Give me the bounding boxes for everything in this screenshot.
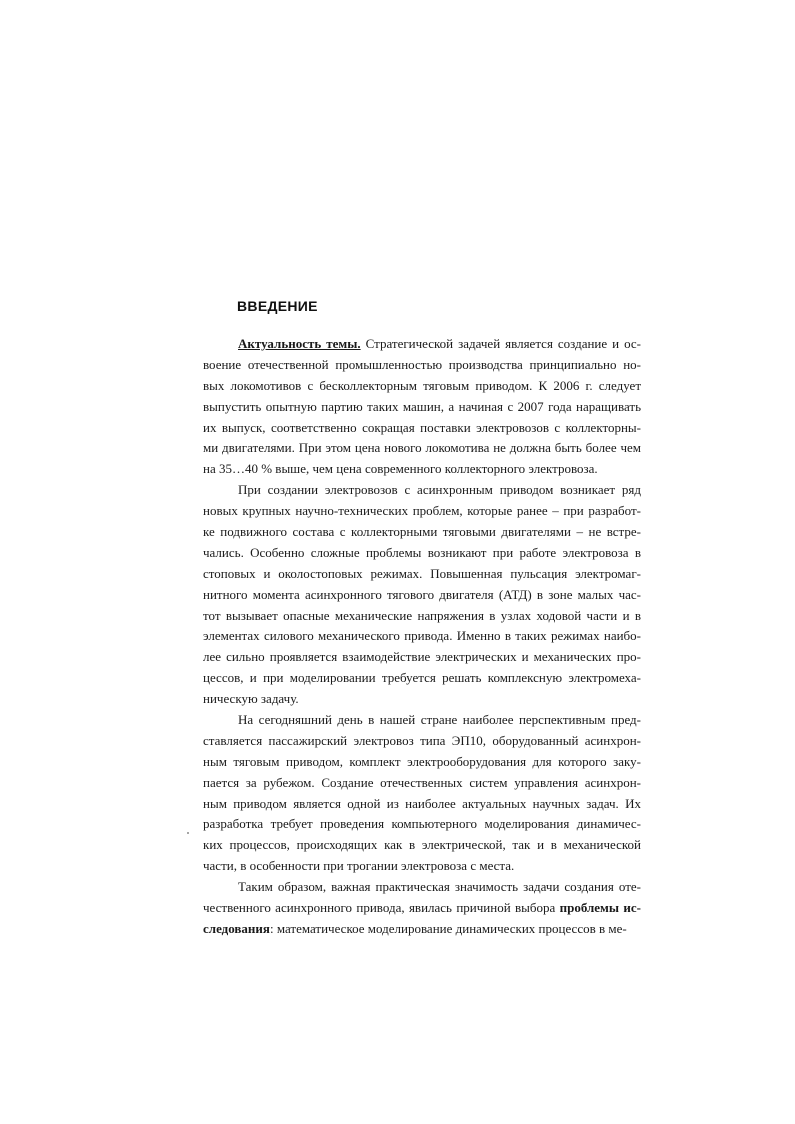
line-text: На сегодняшний день в нашей стране наиболее перспективным пред- (238, 712, 641, 728)
line-text: Стратегической задачей является создание и ос- (360, 336, 641, 351)
text-line (203, 689, 641, 710)
line-text: цессов, и при моделировании требуется решать комплексную электромеха- (203, 670, 641, 686)
line-text: стоповых и околостоповых режимах. Повышенная пульсация электромаг- (203, 565, 641, 581)
text-line (203, 898, 641, 919)
line-text: воение отечественной промышленностью производства принципиально но- (203, 356, 641, 372)
line-text: тот вызывает опасные механические напряжения в узлах ходовой части и в (203, 607, 641, 623)
text-line (203, 355, 641, 376)
line-text: вых локомотивов с бесколлекторным тяговым приводом. К 2006 г. следует (203, 377, 641, 393)
text-line (203, 418, 641, 439)
text-line (203, 376, 641, 397)
line-text: чались. Особенно сложные проблемы возникают при работе электровоза в (203, 544, 641, 560)
topic-relevance-label: Актуальность темы. (238, 336, 361, 351)
text-line (203, 835, 641, 856)
text-line (203, 522, 641, 543)
text-line (203, 397, 641, 418)
text-line (203, 585, 641, 606)
text-line (203, 480, 641, 501)
line-text: на 35…40 % выше, чем цена современного коллекторного электровоза. (203, 461, 598, 477)
text-line (203, 606, 641, 627)
text-line (203, 877, 641, 898)
line-text: чественного асинхронного привода, явилась причиной выбора (203, 900, 560, 916)
body-text (203, 334, 641, 940)
text-line (203, 919, 641, 940)
line-text: ких процессов, происходящих как в электрической, так и в механической (203, 837, 641, 853)
line-text: : математическое моделирование динамических процессов в ме- (269, 920, 627, 936)
line-text: ке подвижного состава с коллекторными тяговыми двигателями – не встре- (203, 524, 641, 540)
text-line (203, 626, 641, 647)
text-line (203, 459, 641, 480)
section-heading: ВВЕДЕНИЕ (237, 298, 318, 314)
scan-speck (187, 832, 189, 834)
text-line (203, 856, 641, 877)
line-text: части, в особенности при трогании электровоза с места. (203, 858, 515, 874)
line-text: лее сильно проявляется взаимодействие электрических и механических про- (203, 649, 641, 665)
text-line (203, 794, 641, 815)
line-text: ным приводом является одной из наиболее актуальных научных задач. Их (203, 795, 641, 811)
line-text: элементах силового механического привода. Именно в таких режимах наибо- (203, 628, 641, 644)
line-text: ным тяговым приводом, комплект электрооборудования для которого заку- (203, 753, 641, 769)
text-line (203, 543, 641, 564)
text-line (203, 710, 641, 731)
text-line (203, 773, 641, 794)
line-text: ми двигателями. При этом цена нового локомотива не должна быть более чем (203, 440, 641, 456)
text-line (203, 668, 641, 689)
line-text: разработка требует проведения компьютерного моделирования динамичес- (203, 816, 641, 832)
line-text: новых крупных научно-технических проблем, которые ранее – при разработ- (203, 503, 641, 519)
line-text: пается за рубежом. Создание отечественных систем управления асинхрон- (203, 774, 641, 790)
text-line (203, 334, 641, 355)
text-line (203, 647, 641, 668)
line-text: При создании электровозов с асинхронным приводом возникает ряд (238, 482, 641, 498)
line-text: ставляется пассажирский электровоз типа ЭП10, оборудованный асинхрон- (203, 732, 641, 748)
line-text: ническую задачу. (203, 691, 299, 707)
text-line (203, 501, 641, 522)
bold-term: следования (203, 920, 270, 936)
text-line (203, 752, 641, 773)
line-text: их выпуск, соответственно сокращая поставки электровозов с коллекторны- (203, 419, 641, 435)
text-line (203, 731, 641, 752)
line-text: Таким образом, важная практическая значимость задачи создания оте- (238, 879, 641, 895)
text-line (203, 814, 641, 835)
text-line (203, 564, 641, 585)
text-line (203, 438, 641, 459)
bold-term: проблемы ис- (559, 900, 641, 916)
line-text: выпустить опытную партию таких машин, а начиная с 2007 года наращивать (203, 398, 641, 414)
line-text: нитного момента асинхронного тягового двигателя (АТД) в зоне малых час- (203, 586, 641, 602)
